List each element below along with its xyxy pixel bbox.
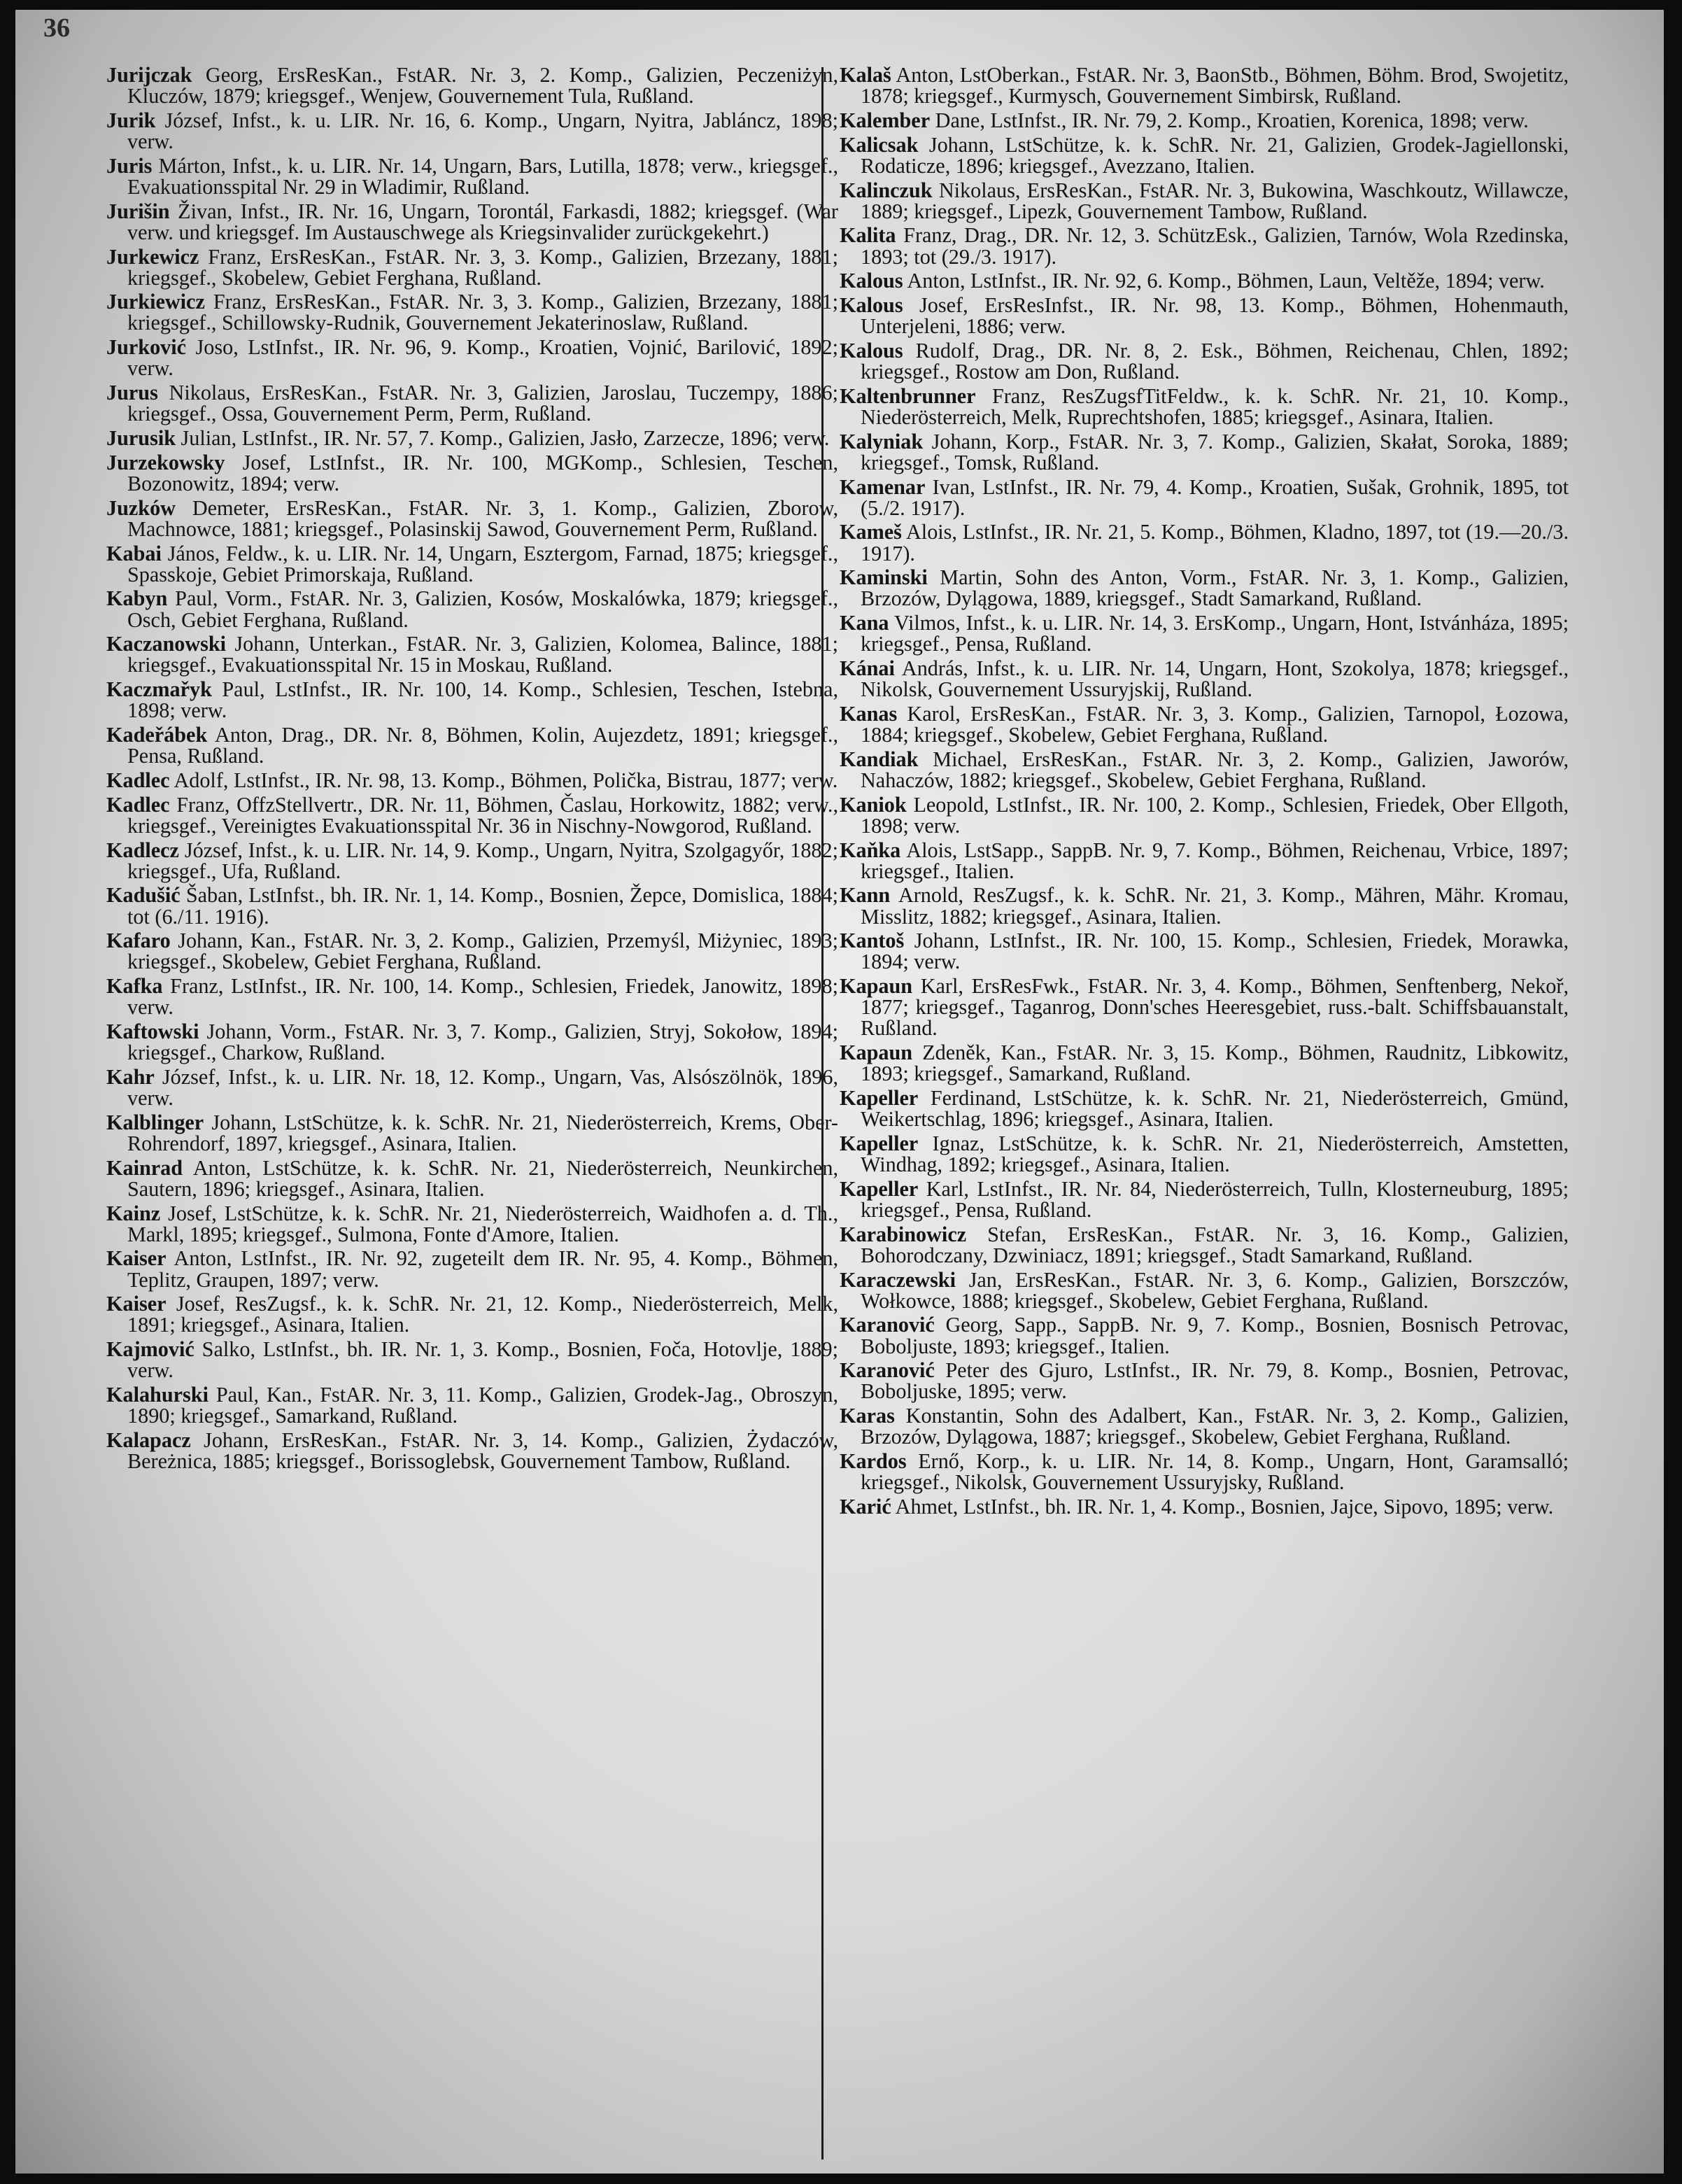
entry-surname: Kadušić <box>106 883 181 908</box>
entry-details: Stefan, ErsResKan., FstAR. Nr. 3, 16. Komp., Galizien, Bohorodczany, Dzwiniacz, 1891; kriegsgef., Stadt Samarkand, Rußland. <box>861 1222 1569 1267</box>
entry-details: Dane, LstInfst., IR. Nr. 79, 2. Komp., Kroatien, Korenica, 1898; verw. <box>930 108 1529 132</box>
register-entry <box>840 295 1569 337</box>
register-entry <box>840 1360 1569 1402</box>
register-entry <box>840 1451 1569 1493</box>
entry-surname: Karabinowicz <box>840 1222 967 1246</box>
register-entry <box>840 1496 1569 1517</box>
register-entry <box>840 340 1569 382</box>
entry-details: Josef, ResZugsf., k. k. SchR. Nr. 21, 12. Komp., Niederösterreich, Melk, 1891; kriegsgef., Asinara, Italien. <box>127 1292 838 1337</box>
entry-details: Georg, Sapp., SappB. Nr. 9, 7. Komp., Bosnien, Bosnisch Petrovac, Boboljuste, 1893; kriegsgef., Italien. <box>861 1313 1569 1358</box>
register-entry <box>106 246 838 288</box>
entry-surname: Kainz <box>106 1201 161 1225</box>
register-entry <box>840 1314 1569 1356</box>
entry-surname: Kameš <box>840 520 902 544</box>
register-entry <box>106 1021 838 1063</box>
register-entry <box>106 633 838 675</box>
entry-details: Alois, LstSapp., SappB. Nr. 9, 7. Komp., Böhmen, Reichenau, Vrbice, 1897; kriegsgef., Italien. <box>861 838 1569 883</box>
register-entry <box>106 724 838 766</box>
entry-details: Paul, Vorm., FstAR. Nr. 3, Galizien, Kosów, Moskalówka, 1879; kriegsgef., Osch, Gebiet Ferghana, Rußland. <box>127 586 838 632</box>
entry-surname: Kadlecz <box>106 838 179 862</box>
entry-details: Franz, Drag., DR. Nr. 12, 3. SchützEsk., Galizien, Tarnów, Wola Rzedinska, 1893; tot (29./3. 1917). <box>861 223 1569 269</box>
entry-surname: Jurkewicz <box>106 244 199 269</box>
register-entry <box>840 431 1569 473</box>
entry-surname: Kandiak <box>840 747 919 771</box>
entry-details: Ivan, LstInfst., IR. Nr. 79, 4. Komp., Kroatien, Sušak, Grohnik, 1895, tot (5./2. 1917). <box>861 474 1569 520</box>
entry-surname: Jurišin <box>106 199 170 223</box>
register-entry <box>106 1293 838 1335</box>
register-entry <box>106 1112 838 1154</box>
register-entry <box>106 1384 838 1426</box>
entry-details: Franz, ErsResKan., FstAR. Nr. 3, 3. Komp., Galizien, Brzezany, 1881; kriegsgef., Schillowsky-Rudnik, Gouvernement Jekaterinoslaw, Rußland. <box>127 290 838 335</box>
register-entry <box>106 974 838 1020</box>
entry-details: Georg, ErsResKan., FstAR. Nr. 3, 2. Komp., Galizien, Peczeniżyn, Kluczów, 1879; kriegsgef., Wenjew, Gouvernement Tula, Rußland. <box>127 63 838 108</box>
entry-surname: Kaczmařyk <box>106 677 212 702</box>
entry-details: Franz, ErsResKan., FstAR. Nr. 3, 3. Komp., Galizien, Brzezany, 1881; kriegsgef., Skobelew, Gebiet Ferghana, Rußland. <box>127 244 838 290</box>
register-entry <box>840 383 1569 429</box>
entry-surname: Karić <box>840 1494 891 1519</box>
entry-details: József, Infst., k. u. LIR. Nr. 16, 6. Komp., Ungarn, Nyitra, Jabláncz, 1898; verw. <box>127 108 838 153</box>
entry-surname: Kabyn <box>106 586 168 611</box>
entry-surname: Karaczewski <box>840 1267 956 1292</box>
entry-surname: Kaiser <box>106 1292 167 1316</box>
entry-details: Arnold, ResZugsf., k. k. SchR. Nr. 21, 3. Komp., Mähren, Mähr. Kromau, Misslitz, 1882; kriegsgef., Asinara, Italien. <box>861 883 1569 929</box>
entry-details: Johann, LstInfst., IR. Nr. 100, 15. Komp., Schlesien, Friedek, Morawka, 1894; verw. <box>861 929 1569 974</box>
entry-surname: Kalblinger <box>106 1110 204 1134</box>
register-entry <box>106 428 838 449</box>
entry-surname: Kaczanowski <box>106 632 227 656</box>
register-entry <box>840 1224 1569 1266</box>
entry-surname: Kapeller <box>840 1131 919 1155</box>
entry-details: Karol, ErsResKan., FstAR. Nr. 3, 3. Komp., Galizien, Tarnopol, Łozowa, 1884; kriegsgef., Skobelew, Gebiet Ferghana, Rußland. <box>861 701 1569 747</box>
entry-surname: Kalous <box>840 338 903 362</box>
entry-surname: Kalaš <box>840 63 891 87</box>
entry-details: Živan, Infst., IR. Nr. 16, Ungarn, Torontál, Farkasdi, 1882; kriegsgef. (War verw. und kriegsgef. Im Austauschwege als Kriegsinvalider zurückgekehrt.) <box>127 199 838 244</box>
entry-details: Vilmos, Infst., k. u. LIR. Nr. 14, 3. ErsKomp., Ungarn, Hont, Istvánháza, 1895; kriegsgef., Pensa, Rußland. <box>861 611 1569 656</box>
entry-details: Johann, LstSchütze, k. k. SchR. Nr. 21, Galizien, Grodek-Jagiellonski, Rodaticze, 1896; kriegsgef., Avezzano, Italien. <box>861 132 1569 178</box>
entry-details: Franz, ResZugsfTitFeldw., k. k. SchR. Nr. 21, 10. Komp., Niederösterreich, Melk, Ruprechtshofen, 1885; kriegsgef., Asinara, Italien. <box>861 383 1569 429</box>
entry-surname: Kalinczuk <box>840 178 933 202</box>
register-entry <box>106 1248 838 1290</box>
entry-surname: Kalous <box>840 269 903 293</box>
document-page <box>15 10 1664 2174</box>
register-entry <box>840 474 1569 520</box>
entry-details: József, Infst., k. u. LIR. Nr. 18, 12. Komp., Ungarn, Vas, Alsószölnök, 1896, verw. <box>127 1064 838 1111</box>
register-entry <box>106 1339 838 1381</box>
register-entry <box>840 110 1569 131</box>
entry-surname: Kapaun <box>840 1041 913 1065</box>
entry-surname: Jurusik <box>106 426 176 450</box>
entry-details: Ignaz, LstSchütze, k. k. SchR. Nr. 21, Niederösterreich, Amstetten, Windhag, 1892; kriegsgef., Asinara, Italien. <box>861 1131 1569 1176</box>
entry-details: Jan, ErsResKan., FstAR. Nr. 3, 6. Komp., Galizien, Borszczów, Wołkowce, 1888; kriegsgef., Skobelew, Gebiet Ferghana, Rußland. <box>861 1267 1569 1313</box>
entry-surname: Kalita <box>840 223 896 248</box>
register-entry <box>840 64 1569 106</box>
register-entry <box>106 110 838 152</box>
entry-details: Márton, Infst., k. u. LIR. Nr. 14, Ungarn, Bars, Lutilla, 1878; verw., kriegsgef., Evakuationsspital Nr. 29 in Wladimir, Rußland. <box>127 153 838 199</box>
register-entry <box>106 588 838 630</box>
entry-details: Anton, LstOberkan., FstAR. Nr. 3, BaonStb., Böhmen, Böhm. Brod, Swojetitz, 1878; kriegsgef., Kurmysch, Gouvernement Simbirsk, Rußland. <box>861 63 1569 108</box>
entry-details: Franz, OffzStellvertr., DR. Nr. 11, Böhmen, Časlau, Horkowitz, 1882; verw., kriegsgef., Vereinigtes Evakuationsspital Nr. 36 in Nischny-Nowgorod, Rußland. <box>127 792 838 838</box>
page-number: 36 <box>43 13 70 43</box>
register-entry <box>106 885 838 927</box>
register-entry <box>840 658 1569 700</box>
entry-details: József, Infst., k. u. LIR. Nr. 14, 9. Komp., Ungarn, Nyitra, Szolgagyőr, 1882; kriegsgef., Ufa, Rußland. <box>127 838 838 883</box>
register-entry <box>106 64 838 106</box>
register-entry <box>106 291 838 333</box>
register-entry <box>840 885 1569 927</box>
register-entry <box>840 1405 1569 1447</box>
register-entry <box>840 703 1569 745</box>
entry-surname: Kardos <box>840 1449 907 1474</box>
entry-surname: Kann <box>840 883 891 908</box>
register-entry <box>106 452 838 494</box>
register-entry <box>840 974 1569 1041</box>
left-column <box>106 64 838 2153</box>
entry-surname: Kalapacz <box>106 1428 191 1452</box>
register-entry <box>106 543 838 585</box>
register-entry <box>840 225 1569 267</box>
register-entry <box>840 270 1569 291</box>
entry-details: Rudolf, Drag., DR. Nr. 8, 2. Esk., Böhmen, Reichenau, Chlen, 1892; kriegsgef., Rostow am Don, Rußland. <box>861 338 1569 384</box>
register-entry <box>106 930 838 972</box>
entry-surname: Kanas <box>840 701 898 726</box>
entry-details: Michael, ErsResKan., FstAR. Nr. 3, 2. Komp., Galizien, Jaworów, Nahaczów, 1882; kriegsgef., Skobelew, Gebiet Ferghana, Rußland. <box>861 747 1569 792</box>
entry-surname: Kahr <box>106 1064 155 1089</box>
entry-surname: Kapeller <box>840 1176 919 1201</box>
entry-details: Ferdinand, LstSchütze, k. k. SchR. Nr. 21, Niederösterreich, Gmünd, Weikertschlag, 1896; kriegsgef., Asinara, Italien. <box>861 1086 1569 1132</box>
entry-surname: Jurković <box>106 335 187 360</box>
register-entry <box>840 930 1569 972</box>
entry-surname: Karanović <box>840 1358 935 1383</box>
register-entry <box>840 567 1569 609</box>
register-entry <box>106 201 838 243</box>
register-entry <box>106 155 838 197</box>
register-entry <box>840 180 1569 222</box>
entry-details: Salko, LstInfst., bh. IR. Nr. 1, 3. Komp., Bosnien, Foča, Hotovlje, 1889; verw. <box>127 1337 838 1383</box>
entry-details: Ernő, Korp., k. u. LIR. Nr. 14, 8. Komp., Ungarn, Hont, Garamsalló; kriegsgef., Nikolsk, Gouvernement Ussuryjsky, Rußland. <box>861 1449 1569 1495</box>
entry-details: Karl, LstInfst., IR. Nr. 84, Niederösterreich, Tulln, Klosterneuburg, 1895; kriegsgef., Pensa, Rußland. <box>861 1176 1569 1222</box>
entry-details: Anton, Drag., DR. Nr. 8, Böhmen, Kolin, Aujezdetz, 1891; kriegsgef., Pensa, Rußland. <box>127 723 838 768</box>
entry-details: Josef, LstInfst., IR. Nr. 100, MGKomp., Schlesien, Teschen, Bozonowitz, 1894; verw. <box>127 450 838 495</box>
register-entry <box>840 521 1569 563</box>
entry-details: Leopold, LstInfst., IR. Nr. 100, 2. Komp., Schlesien, Friedek, Ober Ellgoth, 1898; verw. <box>861 792 1569 838</box>
register-entry <box>840 1086 1569 1132</box>
entry-details: János, Feldw., k. u. LIR. Nr. 14, Ungarn, Esztergom, Farnad, 1875; kriegsgef., Spasskoje, Gebiet Primorskaja, Rußland. <box>127 541 838 586</box>
entry-details: Demeter, ErsResKan., FstAR. Nr. 3, 1. Komp., Galizien, Zborow, Machnowce, 1881; kriegsgef., Polasinskij Sawod, Gouvernement Perm, Rußland. <box>127 495 838 541</box>
entry-details: Karl, ErsResFwk., FstAR. Nr. 3, 4. Komp., Böhmen, Senftenberg, Nekoř, 1877; kriegsgef., Taganrog, Donn'sches Heeresgebiet, russ.-balt. Schiffsbauanstalt, Rußland. <box>861 974 1569 1041</box>
register-entry <box>106 1064 838 1111</box>
register-entry <box>106 382 838 424</box>
entry-surname: Kafka <box>106 974 163 999</box>
entry-details: Peter des Gjuro, LstInfst., IR. Nr. 79, 8. Komp., Bosnien, Petrovac, Boboljuske, 1895; verw. <box>861 1358 1569 1404</box>
register-entry <box>106 495 838 541</box>
entry-surname: Jurik <box>106 108 156 132</box>
entry-details: Josef, ErsResInfst., IR. Nr. 98, 13. Komp., Böhmen, Hohenmauth, Unterjeleni, 1886; verw. <box>861 293 1569 339</box>
register-entry <box>840 794 1569 836</box>
entry-details: Johann, LstSchütze, k. k. SchR. Nr. 21, Niederösterreich, Krems, Ober-Rohrendorf, 1897, kriegsgef., Asinara, Italien. <box>127 1110 838 1155</box>
entry-details: Ahmet, LstInfst., bh. IR. Nr. 1, 4. Komp., Bosnien, Jajce, Sipovo, 1895; verw. <box>891 1494 1554 1519</box>
entry-surname: Kaniok <box>840 792 907 817</box>
entry-surname: Jurkiewicz <box>106 290 205 314</box>
entry-surname: Kadeřábek <box>106 723 208 747</box>
entry-surname: Karas <box>840 1404 895 1428</box>
entry-surname: Kafaro <box>106 929 171 953</box>
entry-surname: Jurzekowsky <box>106 450 225 474</box>
entry-details: Paul, LstInfst., IR. Nr. 100, 14. Komp., Schlesien, Teschen, Istebna, 1898; verw. <box>127 677 838 723</box>
entry-details: Šaban, LstInfst., bh. IR. Nr. 1, 14. Komp., Bosnien, Žepce, Domislica, 1884; tot (6./11. 1916). <box>127 883 838 929</box>
entry-surname: Kapaun <box>840 974 913 999</box>
entry-surname: Kaiser <box>106 1246 167 1271</box>
entry-surname: Kainrad <box>106 1155 183 1180</box>
entry-surname: Juzków <box>106 495 176 520</box>
entry-surname: Kaminski <box>840 565 928 590</box>
entry-details: Anton, LstSchütze, k. k. SchR. Nr. 21, Niederösterreich, Neunkirchen, Sautern, 1896; kriegsgef., Asinara, Italien. <box>127 1155 838 1201</box>
entry-surname: Jurijczak <box>106 63 192 87</box>
register-entry <box>840 840 1569 882</box>
entry-details: Franz, LstInfst., IR. Nr. 100, 14. Komp., Schlesien, Friedek, Janowitz, 1898; verw. <box>127 974 838 1020</box>
entry-surname: Kaňka <box>840 838 901 862</box>
entry-details: Zdeněk, Kan., FstAR. Nr. 3, 15. Komp., Böhmen, Raudnitz, Libkowitz, 1893; kriegsgef., Samarkand, Rußland. <box>861 1041 1569 1086</box>
entry-details: Adolf, LstInfst., IR. Nr. 98, 13. Komp., Böhmen, Polička, Bistrau, 1877; verw. <box>169 768 838 792</box>
entry-details: Johann, Unterkan., FstAR. Nr. 3, Galizien, Kolomea, Balince, 1881; kriegsgef., Evakuationsspital Nr. 15 in Moskau, Rußland. <box>127 632 838 677</box>
entry-surname: Kalahurski <box>106 1383 209 1407</box>
entry-surname: Kadlec <box>106 792 170 817</box>
register-entry <box>840 1178 1569 1220</box>
entry-surname: Kánai <box>840 656 895 681</box>
entry-surname: Karanović <box>840 1313 935 1337</box>
register-entry <box>106 840 838 882</box>
entry-surname: Kaftowski <box>106 1020 199 1044</box>
entry-surname: Kajmović <box>106 1337 195 1362</box>
register-entry <box>106 679 838 721</box>
entry-surname: Kadlec <box>106 768 170 792</box>
register-entry <box>106 337 838 379</box>
entry-details: Martin, Sohn des Anton, Vorm., FstAR. Nr. 3, 1. Komp., Galizien, Brzozów, Dylągowa, 1889, kriegsgef., Stadt Samarkand, Rußland. <box>861 565 1569 611</box>
entry-surname: Kalicsak <box>840 132 919 157</box>
right-column <box>840 64 1569 2153</box>
entry-details: Paul, Kan., FstAR. Nr. 3, 11. Komp., Galizien, Grodek-Jag., Obroszyn, 1890; kriegsgef., Samarkand, Rußland. <box>127 1383 838 1428</box>
entry-surname: Kantoš <box>840 929 905 953</box>
register-entry <box>840 1133 1569 1175</box>
register-entry <box>840 134 1569 176</box>
entry-details: Konstantin, Sohn des Adalbert, Kan., FstAR. Nr. 3, 2. Komp., Galizien, Brzozów, Dylągowa, 1887; kriegsgef., Skobelew, Gebiet Ferghana, Rußland. <box>861 1404 1569 1449</box>
entry-surname: Juris <box>106 153 153 178</box>
entry-details: Johann, ErsResKan., FstAR. Nr. 3, 14. Komp., Galizien, Żydaczów, Bereżnica, 1885; kriegsgef., Borissoglebsk, Gouvernement Tambow, Rußland. <box>127 1428 838 1474</box>
entry-details: Julian, LstInfst., IR. Nr. 57, 7. Komp., Galizien, Jasło, Zarzecze, 1896; verw. <box>176 426 830 450</box>
column-divider <box>821 67 824 2160</box>
entry-details: Alois, LstInfst., IR. Nr. 21, 5. Komp., Böhmen, Kladno, 1897, tot (19.—20./3. 1917). <box>861 520 1569 565</box>
register-entry <box>106 1203 838 1245</box>
register-entry <box>106 770 838 791</box>
entry-surname: Jurus <box>106 381 158 405</box>
register-entry <box>106 794 838 836</box>
entry-details: Nikolaus, ErsResKan., FstAR. Nr. 3, Bukowina, Waschkoutz, Willawcze, 1889; kriegsgef., Lipezk, Gouvernement Tambow, Rußland. <box>861 178 1569 223</box>
register-entry <box>840 1269 1569 1311</box>
entry-details: Joso, LstInfst., IR. Nr. 96, 9. Komp., Kroatien, Vojnić, Barilović, 1892; verw. <box>127 335 838 381</box>
entry-surname: Kana <box>840 611 889 635</box>
entry-surname: Kalous <box>840 293 903 318</box>
entry-details: Johann, Korp., FstAR. Nr. 3, 7. Komp., Galizien, Skałat, Soroka, 1889; kriegsgef., Tomsk, Rußland. <box>861 429 1569 474</box>
register-entry <box>840 1042 1569 1084</box>
entry-details: Nikolaus, ErsResKan., FstAR. Nr. 3, Galizien, Jaroslau, Tuczempy, 1886; kriegsgef., Ossa, Gouvernement Perm, Perm, Rußland. <box>127 381 838 426</box>
register-entry <box>106 1430 838 1472</box>
register-entry <box>840 612 1569 654</box>
register-entry <box>106 1157 838 1199</box>
register-entry <box>840 749 1569 791</box>
entry-surname: Kamenar <box>840 474 926 499</box>
entry-details: Johann, Kan., FstAR. Nr. 3, 2. Komp., Galizien, Przemyśl, Miżyniec, 1893; kriegsgef., Skobelew, Gebiet Ferghana, Rußland. <box>127 929 838 974</box>
entry-surname: Kalyniak <box>840 429 924 453</box>
entry-details: Anton, LstInfst., IR. Nr. 92, 6. Komp., Böhmen, Laun, Veltěže, 1894; verw. <box>903 269 1545 293</box>
entry-surname: Kaltenbrunner <box>840 383 976 408</box>
entry-surname: Kabai <box>106 541 162 565</box>
entry-surname: Kapeller <box>840 1086 919 1111</box>
entry-surname: Kalember <box>840 108 931 132</box>
entry-details: András, Infst., k. u. LIR. Nr. 14, Ungarn, Hont, Szokolya, 1878; kriegsgef., Nikolsk, Gouvernement Ussuryjskij, Rußland. <box>861 656 1569 702</box>
entry-details: Anton, LstInfst., IR. Nr. 92, zugeteilt dem IR. Nr. 95, 4. Komp., Böhmen, Teplitz, Graupen, 1897; verw. <box>127 1246 838 1292</box>
entry-details: Josef, LstSchütze, k. k. SchR. Nr. 21, Niederösterreich, Waidhofen a. d. Th., Markl, 1895; kriegsgef., Sulmona, Fonte d'Amore, Italien. <box>127 1201 838 1246</box>
entry-details: Johann, Vorm., FstAR. Nr. 3, 7. Komp., Galizien, Stryj, Sokołow, 1894; kriegsgef., Charkow, Rußland. <box>127 1020 838 1065</box>
